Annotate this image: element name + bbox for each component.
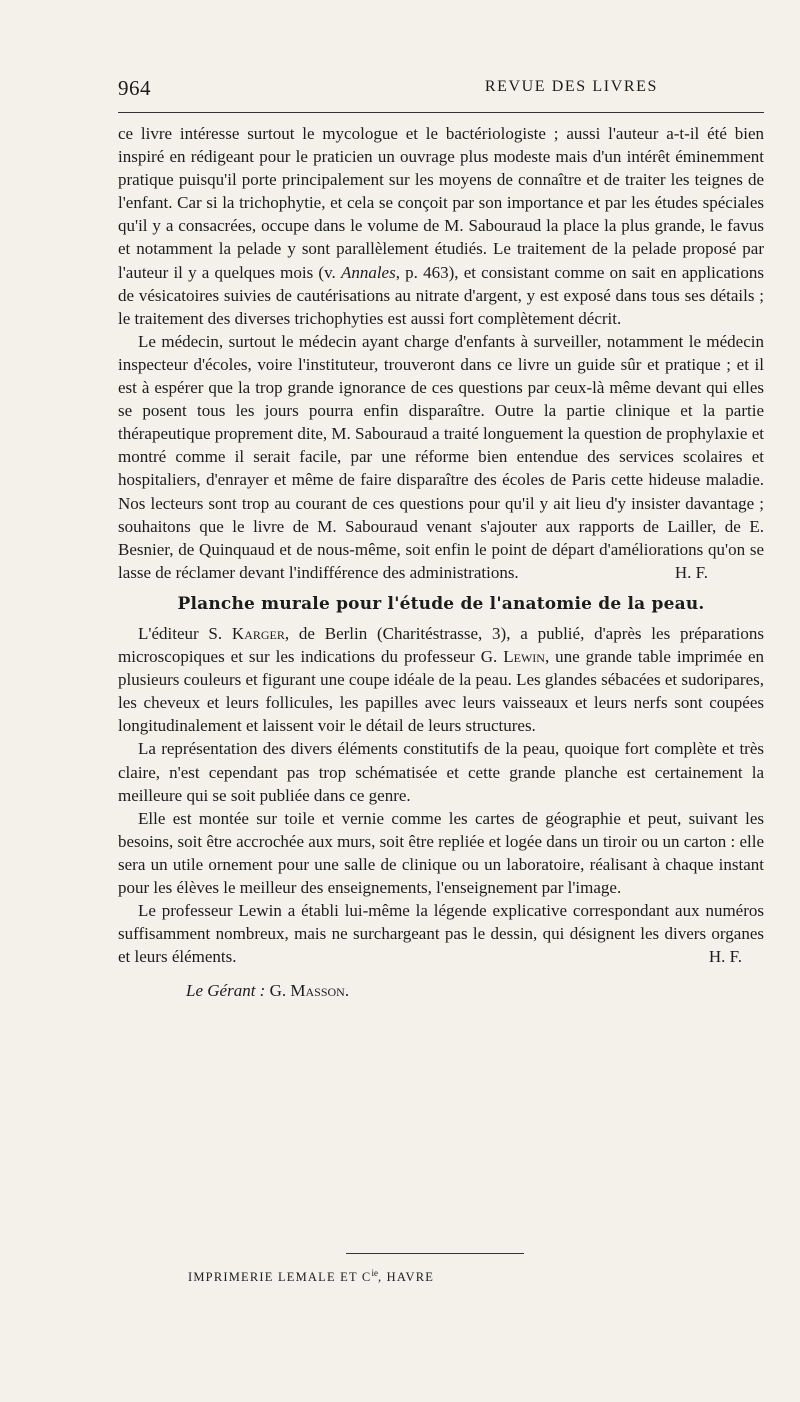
review2-paragraph-1: L'éditeur S. Karger, de Berlin (Charitéstrasse, 3), a publié, d'après les préparations microscopiques et sur les indications du professeur G. Lewin, une grande table imprimée en plusieurs couleurs et figurant une coupe idéale de la peau. Les glandes sébacées et sudoripares, les cheveux et leurs follicules, les papilles avec leurs vaisseaux et leurs nerfs sont coupées longitudinalement et laissent voir le détail de leurs structures. [118, 623, 765, 736]
page-body [118, 122, 764, 1002]
page-number: 964 [118, 76, 151, 100]
section-title: Planche murale pour l'étude de l'anatomie de la peau. [177, 593, 705, 614]
review2-paragraph-2: La représentation des divers éléments constitutifs de la peau, quoique fort complète et très claire, n'est cependant pas trop schématisée et cette grande planche est certainement la meilleure qui se soit publiée dans ce genre. [118, 739, 764, 805]
professor-name: Lewin [503, 647, 545, 667]
journal-title: Annales [340, 262, 396, 282]
review1-signature: H. F. [674, 562, 708, 582]
review2-signature: H. F. [708, 947, 742, 967]
gerant-line: Le Gérant : G. Masson. [186, 981, 350, 1001]
page-header [118, 76, 764, 102]
header-rule [118, 112, 764, 113]
publisher-name: Karger [231, 623, 285, 643]
review1-paragraph-2: Le médecin, surtout le médecin ayant charge d'enfants à surveiller, notamment le médecin inspecteur d'écoles, voire l'instituteur, trouveront dans ce livre un guide sûr et pratique ; et il est à espérer que la trop grande ignorance de ces questions par ceux-là même devant qui elles se posent tous les jours pourra enfin disparaître. Outre la partie clinique et la partie thérapeutique proprement dite, M. Sabouraud a traité longuement la question de prophylaxie et montré comme il serait facile, par une réforme bien entendue des services scolaires et hospitaliers, d'enrayer et même de faire disparaître des écoles de Paris cette hideuse maladie. Nos lecteurs sont trop au courant de ces questions pour qu'il y ait lieu d'y insister davantage ; souhaitons que le livre de M. Sabouraud venant s'ajouter aux rapports de Lailler, de E. Besnier, de Quinquaud et de nous-même, soit enfin le point de départ d'améliorations qu'on se lasse de réclamer devant l'indifférence des administrations. H. F. [118, 330, 764, 584]
footer-rule [346, 1253, 524, 1254]
review1-paragraph-1: ce livre intéresse surtout le mycologue et le bactériologiste ; aussi l'auteur a-t-il été bien inspiré en rédigeant pour le praticien un ouvrage plus modeste mais d'un intérêt éminemment pratique puisqu'il porte principalement sur les moyens de connaître et de traiter les teignes de l'enfant. Car si la trichophytie, et cela se conçoit par son importance et par les études spéciales qu'il y a consacrées, occupe dans le volume de M. Sabouraud la place la plus grande, le favus et notamment la pelade y sont parallèlement étudiés. Le traitement de la pelade proposé par l'auteur il y a quelques mois (v. Annales, p. 463), et consistant comme on sait en applications de vésicatoires suivies de cautérisations au nitrate d'argent, y est exposé dans tous ses détails ; le traitement des diverses trichophyties est aussi fort complètement décrit. [118, 124, 764, 328]
printer-imprint: IMPRIMERIE LEMALE ET $C^{ie}$, HAVRE [188, 1268, 435, 1285]
running-title: REVUE DES LIVRES [484, 78, 658, 95]
review2-paragraph-3: Elle est montée sur toile et vernie comme les cartes de géographie et peut, suivant les besoins, soit être accrochée aux murs, soit être repliée et logée dans un tiroir ou un carton : elle sera un utile ornement pour une salle de clinique ou un laboratoire, réalisant à chaque instant pour les élèves le meilleur des enseignements, l'enseignement par l'image. [118, 808, 764, 897]
review2-paragraph-4: Le professeur Lewin a établi lui-même la légende explicative correspondant aux numéros suffisamment nombreux, mais ne surchargeant pas le dessin, qui désignent les divers organes et leurs éléments. H. F. [118, 899, 764, 968]
gerant-name: Masson [290, 981, 345, 1001]
